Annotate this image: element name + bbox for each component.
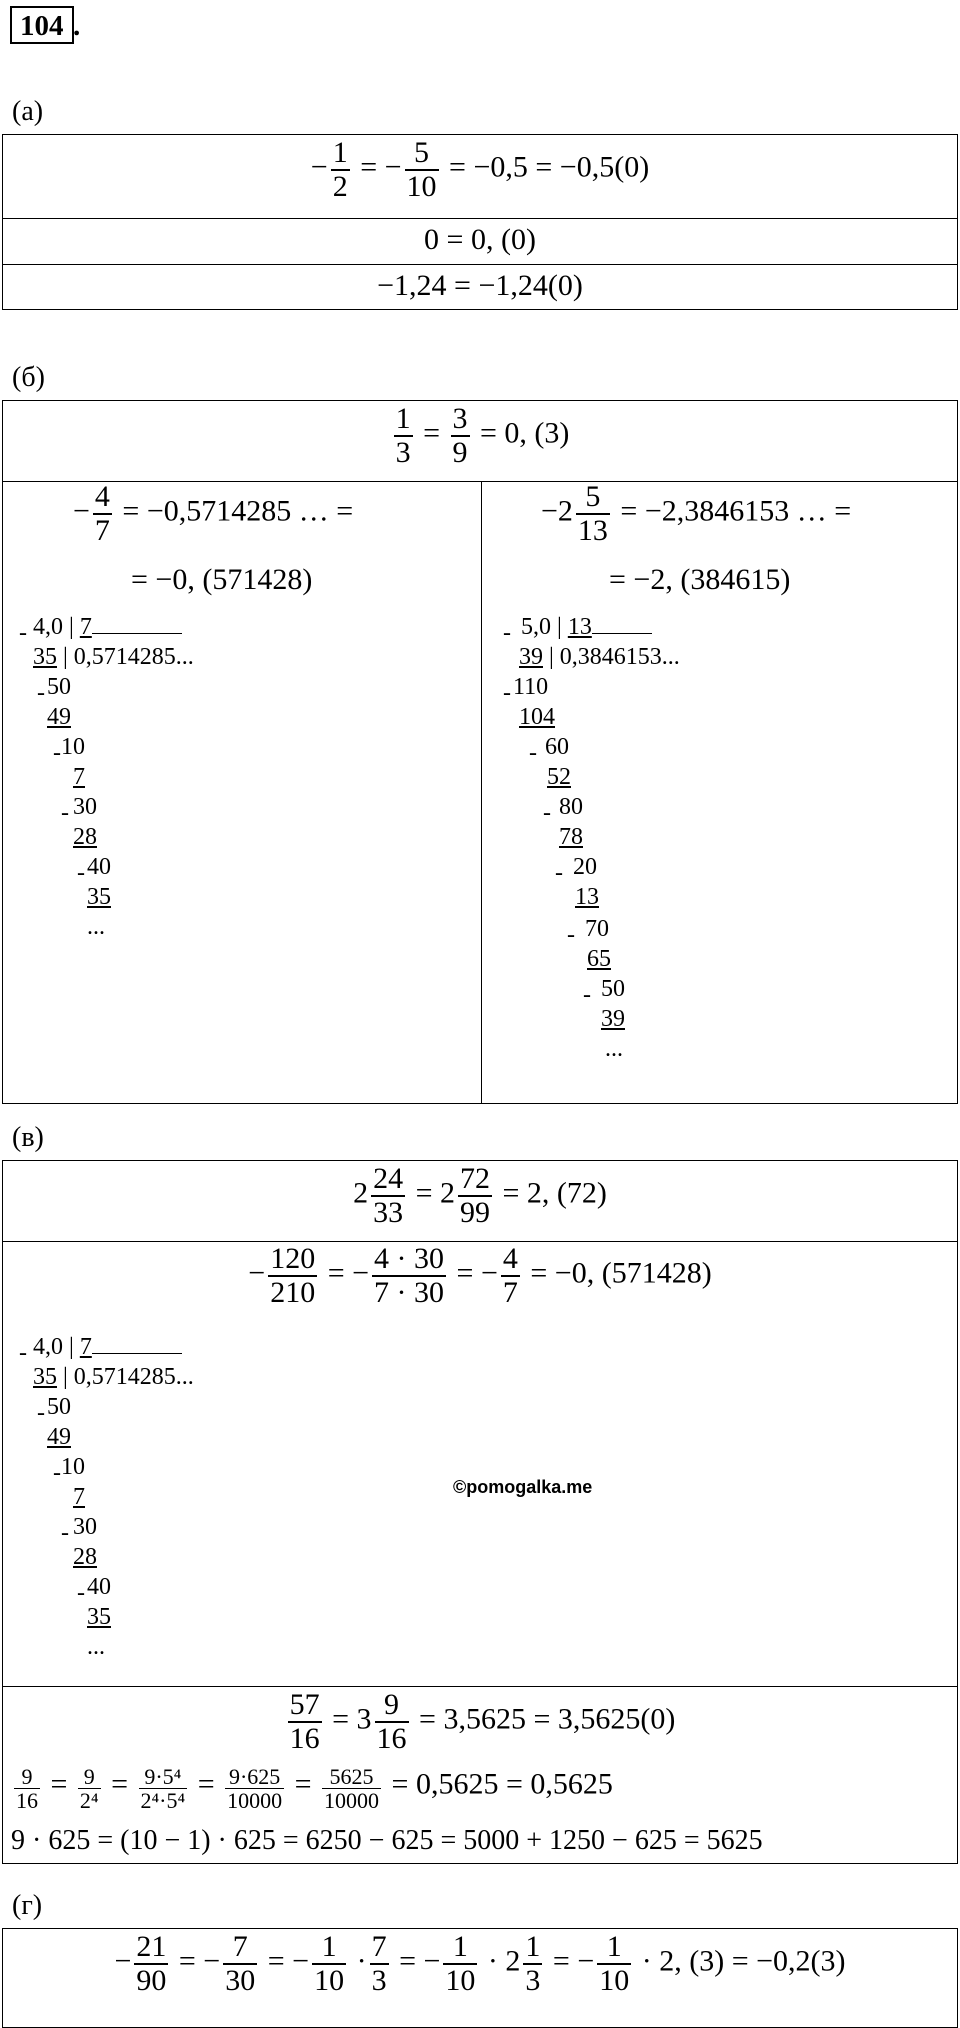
row-divider <box>3 1686 957 1687</box>
fraction <box>375 1689 409 1754</box>
remainder: 50 <box>601 976 625 1002</box>
text: = − <box>360 150 402 184</box>
numerator: 9 <box>83 1764 95 1789</box>
text: = 2 <box>415 1176 455 1210</box>
numerator: 9·625 <box>228 1764 281 1789</box>
denominator: 3 <box>525 1963 541 1997</box>
minus: - <box>61 1520 69 1546</box>
fraction <box>523 1931 542 1996</box>
text: − <box>114 1944 132 1978</box>
subtrahend: 39 <box>519 644 543 670</box>
subtrahend: 35 <box>87 1604 111 1630</box>
quotient: | 0,5714285... <box>63 1364 194 1390</box>
subtrahend: 104 <box>519 704 555 730</box>
remainder: 50 <box>47 674 71 700</box>
section-g-label: (г) <box>12 1890 43 1921</box>
text: = −0,5714285 … = <box>122 494 354 528</box>
section-v-bottom-eq <box>3 1689 957 1754</box>
minus: - <box>19 1340 27 1366</box>
fraction <box>372 1243 446 1308</box>
numerator: 1 <box>321 1930 337 1963</box>
subtrahend: 78 <box>559 824 583 850</box>
fraction <box>405 137 439 202</box>
denominator: 10000 <box>227 1788 283 1814</box>
fraction <box>458 1163 492 1228</box>
text: = − <box>327 1256 370 1290</box>
text: = −0, (571428) <box>530 1256 712 1290</box>
denominator: 16 <box>376 1721 407 1755</box>
subtrahend: 35 <box>33 1364 57 1390</box>
problem-number: 104 <box>10 6 74 44</box>
divisor: 7 <box>79 1334 92 1360</box>
denominator: 2 <box>332 169 348 203</box>
minus: - <box>543 800 551 826</box>
fraction <box>139 1765 188 1812</box>
text: = − <box>552 1944 595 1978</box>
text: = − <box>178 1944 221 1978</box>
fraction <box>331 137 350 202</box>
fraction <box>223 1931 257 1996</box>
denominator: 10 <box>445 1963 476 1997</box>
fraction <box>322 1765 381 1812</box>
denominator: 3 <box>371 1963 387 1997</box>
text: −2 <box>541 494 573 528</box>
numerator: 9 <box>21 1764 33 1789</box>
numerator: 4 <box>94 480 110 513</box>
remainder: 70 <box>585 916 609 942</box>
text: · <box>356 1944 367 1978</box>
denominator: 2⁴ <box>79 1788 99 1814</box>
text: = <box>50 1767 68 1801</box>
text: = 0, (3) <box>480 416 570 450</box>
minus: - <box>555 860 563 886</box>
text: = − <box>267 1944 310 1978</box>
fraction <box>371 1163 405 1228</box>
denominator: 10 <box>314 1963 345 1997</box>
minus: - <box>19 620 27 646</box>
ellipsis: ... <box>87 1634 105 1660</box>
row-divider <box>3 218 957 219</box>
text: = <box>197 1767 215 1801</box>
numerator: 1 <box>452 1930 468 1963</box>
fraction <box>225 1765 284 1812</box>
minus: - <box>529 740 537 766</box>
fraction <box>501 1243 520 1308</box>
numerator: 1 <box>525 1930 541 1963</box>
problem-number-dot: . <box>73 10 81 42</box>
denominator: 30 <box>225 1963 256 1997</box>
numerator: 4 <box>502 1242 518 1275</box>
dividend: 5,0 <box>521 614 551 640</box>
dividend: 4,0 <box>33 1334 63 1360</box>
text: = − <box>399 1944 441 1978</box>
fraction <box>78 1765 101 1812</box>
remainder: 40 <box>87 1574 111 1600</box>
minus: - <box>53 1460 61 1486</box>
section-v-label: (в) <box>12 1122 44 1153</box>
subtrahend: 13 <box>575 884 599 910</box>
row-divider <box>3 264 957 265</box>
fraction <box>451 403 470 468</box>
text: − <box>248 1256 266 1290</box>
section-v-bottom-line2 <box>11 1765 613 1812</box>
numerator: 7 <box>371 1930 387 1963</box>
numerator: 1 <box>332 136 348 169</box>
divisor: 7 <box>79 614 92 640</box>
subtrahend: 7 <box>73 764 85 790</box>
numerator: 4 · 30 <box>374 1242 445 1275</box>
row-divider <box>3 1241 957 1242</box>
text: = <box>111 1767 129 1801</box>
numerator: 3 <box>452 402 468 435</box>
quotient: | 0,3846153... <box>549 644 680 670</box>
subtrahend: 49 <box>47 1424 71 1450</box>
denominator: 7 <box>94 513 110 547</box>
minus: - <box>37 680 45 706</box>
divisor: 13 <box>567 614 592 640</box>
section-v-mid-eq <box>3 1243 957 1308</box>
numerator: 9 <box>384 1688 400 1721</box>
numerator: 120 <box>270 1242 316 1275</box>
denominator: 13 <box>577 513 608 547</box>
remainder: 10 <box>61 1454 85 1480</box>
remainder: 110 <box>513 674 549 700</box>
text: · 2, (3) = −0,2(3) <box>641 1944 846 1978</box>
text: = −2,3846153 … = <box>620 494 852 528</box>
section-b-label: (б) <box>12 362 45 393</box>
denominator: 99 <box>460 1195 490 1229</box>
minus: - <box>77 860 85 886</box>
denominator: 9 <box>452 435 468 469</box>
subtrahend: 35 <box>87 884 111 910</box>
quotient: | 0,5714285... <box>63 644 194 670</box>
denominator: 210 <box>270 1275 316 1309</box>
denominator: 2⁴·5⁴ <box>140 1788 186 1814</box>
denominator: 33 <box>373 1195 404 1229</box>
text: = 3,5625 = 3,5625(0) <box>419 1702 676 1736</box>
section-v-table <box>2 1160 958 1864</box>
subtrahend: 49 <box>47 704 71 730</box>
remainder: 10 <box>61 734 85 760</box>
minus: - <box>503 680 511 706</box>
subtrahend: 7 <box>73 1484 85 1510</box>
numerator: 1 <box>395 402 411 435</box>
denominator: 16 <box>16 1788 38 1814</box>
ellipsis: ... <box>87 914 105 940</box>
watermark: ©pomogalka.me <box>453 1477 593 1497</box>
text: · 2 <box>487 1944 521 1978</box>
remainder: 30 <box>73 1514 97 1540</box>
fraction <box>312 1931 346 1996</box>
subtrahend: 35 <box>33 644 57 670</box>
section-a-table <box>2 134 958 310</box>
subtrahend: 52 <box>547 764 571 790</box>
separator: | <box>69 1334 74 1360</box>
minus: - <box>37 1400 45 1426</box>
denominator: 90 <box>136 1963 167 1997</box>
numerator: 5625 <box>329 1764 374 1789</box>
column-divider <box>481 481 482 1103</box>
section-a-row2: 0 = 0, (0) <box>424 223 536 256</box>
section-v-top-row <box>3 1163 957 1228</box>
subtrahend: 28 <box>73 824 97 850</box>
fraction <box>134 1931 168 1996</box>
section-a-label: (а) <box>12 96 44 127</box>
subtrahend: 65 <box>587 946 611 972</box>
text: = <box>423 416 440 450</box>
text: = 0,5625 = 0,5625 <box>391 1767 613 1801</box>
numerator: 5 <box>414 136 430 169</box>
text: = − <box>456 1256 498 1290</box>
numerator: 1 <box>606 1930 622 1963</box>
numerator: 5 <box>585 480 601 513</box>
section-b-table <box>2 400 958 1104</box>
denominator: 16 <box>289 1721 320 1755</box>
minus: - <box>61 800 69 826</box>
subtrahend: 39 <box>601 1006 625 1032</box>
separator: | <box>69 614 74 640</box>
text: − <box>310 150 328 184</box>
section-g-table <box>2 1928 958 2028</box>
numerator: 24 <box>373 1162 404 1195</box>
fraction <box>14 1765 40 1812</box>
section-b-right-line2: = −2, (384615) <box>609 563 791 596</box>
fraction <box>394 403 413 468</box>
section-b-left-line2: = −0, (571428) <box>131 563 313 596</box>
minus: - <box>53 740 61 766</box>
minus: - <box>77 1580 85 1606</box>
text: = <box>294 1767 312 1801</box>
remainder: 80 <box>559 794 583 820</box>
fraction <box>288 1689 322 1754</box>
fraction <box>597 1931 631 1996</box>
section-a-row1 <box>3 137 957 202</box>
fraction <box>443 1931 477 1996</box>
section-v-bottom-line3: 9 · 625 = (10 − 1) · 625 = 6250 − 625 = 5000 + 1250 − 625 = 5625 <box>11 1825 763 1856</box>
denominator: 10 <box>406 169 437 203</box>
remainder: 20 <box>573 854 597 880</box>
text: − <box>73 494 90 528</box>
minus: - <box>583 982 591 1008</box>
denominator: 10 <box>599 1963 630 1997</box>
denominator: 3 <box>395 435 411 469</box>
text: = 2, (72) <box>502 1176 607 1210</box>
denominator: 7 <box>502 1275 518 1309</box>
fraction <box>93 481 112 546</box>
denominator: 10000 <box>324 1788 380 1814</box>
dividend: 4,0 <box>33 614 63 640</box>
remainder: 60 <box>545 734 569 760</box>
remainder: 50 <box>47 1394 71 1420</box>
numerator: 72 <box>460 1162 490 1195</box>
numerator: 7 <box>232 1930 248 1963</box>
fraction <box>370 1931 389 1996</box>
section-b-top-row <box>3 403 957 468</box>
section-b-left-eq <box>73 481 353 546</box>
numerator: 21 <box>136 1930 167 1963</box>
separator: | <box>557 614 562 640</box>
minus: - <box>567 922 575 948</box>
fraction <box>268 1243 317 1308</box>
remainder: 40 <box>87 854 111 880</box>
minus: - <box>503 620 511 646</box>
remainder: 30 <box>73 794 97 820</box>
fraction <box>576 481 610 546</box>
text: = −0,5 = −0,5(0) <box>449 150 650 184</box>
section-g-row1 <box>3 1931 957 1996</box>
numerator: 9·5⁴ <box>144 1764 182 1789</box>
text: = 3 <box>332 1702 372 1736</box>
section-a-row3: −1,24 = −1,24(0) <box>377 269 583 302</box>
ellipsis: ... <box>605 1036 623 1062</box>
subtrahend: 28 <box>73 1544 97 1570</box>
section-b-right-eq <box>541 481 851 546</box>
text: 2 <box>353 1176 369 1210</box>
denominator: 7 · 30 <box>374 1275 445 1309</box>
numerator: 57 <box>289 1688 320 1721</box>
